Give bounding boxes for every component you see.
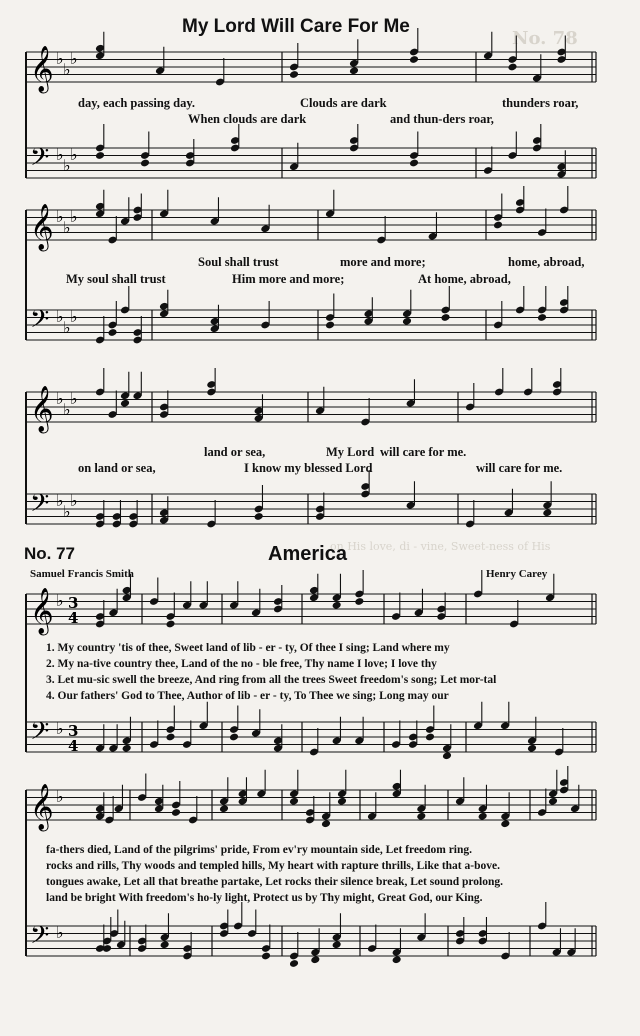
treble-clef: 𝄞 xyxy=(30,204,54,250)
note-head xyxy=(229,733,239,742)
note-head xyxy=(402,317,412,326)
bass-clef: 𝄢 xyxy=(30,305,50,340)
treble-clef: 𝄞 xyxy=(30,784,54,830)
note-head xyxy=(416,812,426,821)
flat-sign: ♭ xyxy=(63,218,71,237)
lyric-line: and thun-ders roar, xyxy=(390,112,494,126)
lyric-line: land or sea, xyxy=(204,445,266,459)
verse-line: 1. My country 'tis of thee, Sweet land of lib - er - ty, Of thee I sing; Land where my xyxy=(46,642,450,654)
note-head xyxy=(507,63,517,72)
treble-clef: 𝄞 xyxy=(30,386,54,432)
flat-sign: ♭ xyxy=(70,206,78,226)
note-head xyxy=(160,940,170,949)
flat-sign: ♭ xyxy=(56,490,64,510)
bass-clef: 𝄢 xyxy=(30,143,50,178)
note-head xyxy=(219,804,229,813)
verse-line: 2. My na-tive country thee, Land of the no - ble free, Thy name I love; I love thy xyxy=(46,658,437,670)
note-head xyxy=(95,151,105,160)
lyric-line: will care for me. xyxy=(380,445,467,459)
lyric-line: more and more; xyxy=(340,255,426,269)
time-signature: 4 xyxy=(68,737,79,755)
flat-sign: ♭ xyxy=(70,306,78,326)
flat-sign: ♭ xyxy=(70,388,78,408)
note-head xyxy=(337,797,347,806)
time-signature: 3 xyxy=(68,722,79,740)
note-head xyxy=(289,797,299,806)
flat-sign: ♭ xyxy=(56,388,64,408)
bass-clef: 𝄢 xyxy=(30,489,50,524)
lyric-line: At home, abroad, xyxy=(418,272,511,286)
lyric-line: Clouds are dark xyxy=(300,96,387,110)
note-head xyxy=(478,812,488,821)
verse-line: tongues awake, Let all that breathe partake, Let rocks their silence break, Let sound prolong. xyxy=(46,876,504,888)
lyric-line: I know my blessed Lord xyxy=(244,461,373,475)
flat-sign: ♭ xyxy=(70,144,78,164)
treble-clef: 𝄞 xyxy=(30,46,54,92)
hymn-title: America xyxy=(268,543,347,565)
note-head xyxy=(310,955,320,964)
note-head xyxy=(140,159,150,168)
verse-line: land be bright With freedom's ho-ly light, Protect us by Thy might, Great God, our King. xyxy=(46,892,483,904)
flat-sign: ♭ xyxy=(63,400,71,419)
note-head xyxy=(409,159,419,168)
lyric-line: home, abroad, xyxy=(508,255,585,269)
flat-sign: ♭ xyxy=(56,306,64,326)
note-head xyxy=(171,808,181,817)
bleed-through-lyric: on His love, di - vine, Sweet-ness of His xyxy=(330,540,551,553)
note-head xyxy=(548,797,558,806)
verse-line: fa-thers died, Land of the pilgrims' pride, From ev'ry mountain side, Let freedom ring. xyxy=(46,844,473,856)
verse-line: 3. Let mu-sic swell the breeze, And ring from all the trees Sweet freedom's song; Let mor-tal xyxy=(46,674,497,686)
verse-line: 4. Our fathers' God to Thee, Author of lib - er - ty, To Thee we sing; Long may our xyxy=(46,690,449,702)
flat-sign: ♭ xyxy=(63,318,71,337)
note-head xyxy=(440,313,450,322)
lyric-line: My Lord xyxy=(326,445,375,459)
note-head xyxy=(165,733,175,742)
flat-sign: ♭ xyxy=(70,490,78,510)
note-head xyxy=(500,819,510,828)
note-head xyxy=(442,751,452,760)
note-head xyxy=(542,508,552,517)
note-head xyxy=(409,55,419,64)
hymn-number: No. 77 xyxy=(24,544,76,563)
author-credit: Samuel Francis Smith xyxy=(30,568,134,580)
treble-clef: 𝄞 xyxy=(30,588,54,634)
note-head xyxy=(321,819,331,828)
flat-sign: ♭ xyxy=(63,156,71,175)
lyric-line: Him more and more; xyxy=(232,272,345,286)
lyric-line: When clouds are dark xyxy=(188,112,307,126)
time-signature: 4 xyxy=(68,609,79,627)
time-signature: 3 xyxy=(68,594,79,612)
note-head xyxy=(392,955,402,964)
bass-clef: 𝄢 xyxy=(30,717,50,752)
lyric-line: thunders roar, xyxy=(502,96,579,110)
note-head xyxy=(289,70,299,79)
flat-sign: ♭ xyxy=(70,48,78,68)
note-head xyxy=(165,620,175,629)
note-head xyxy=(254,512,264,521)
flat-sign: ♭ xyxy=(56,590,64,610)
note-head xyxy=(425,733,435,742)
flat-sign: ♭ xyxy=(56,48,64,68)
note-head xyxy=(527,744,537,753)
bleed-through-number: No. 78 xyxy=(512,28,578,49)
flat-sign: ♭ xyxy=(56,206,64,226)
flat-sign: ♭ xyxy=(56,922,64,942)
lyric-line: My soul shall trust xyxy=(66,272,166,286)
lyric-line: will care for me. xyxy=(476,461,563,475)
note-head xyxy=(349,66,359,75)
lyric-line: day, each passing day. xyxy=(78,96,196,110)
hymn-title: My Lord Will Care For Me xyxy=(182,16,410,37)
lyric-line: on land or sea, xyxy=(78,461,156,475)
note-head xyxy=(122,744,132,753)
note-head xyxy=(120,399,130,408)
flat-sign: ♭ xyxy=(56,718,64,738)
bass-clef: 𝄢 xyxy=(30,921,50,956)
flat-sign: ♭ xyxy=(56,786,64,806)
note-head xyxy=(325,321,335,330)
flat-sign: ♭ xyxy=(56,144,64,164)
composer-credit: Henry Carey xyxy=(486,568,548,580)
note-head xyxy=(493,221,503,230)
note-head xyxy=(107,328,117,337)
note-head xyxy=(332,601,342,610)
note-head xyxy=(537,313,547,322)
note-head xyxy=(289,959,299,968)
lyric-line: Soul shall trust xyxy=(198,255,279,269)
flat-sign: ♭ xyxy=(63,60,71,79)
note-head xyxy=(354,597,364,606)
verse-line: rocks and rills, Thy woods and templed hills, My heart with rapture thrills, Like that a-bove. xyxy=(46,860,500,872)
note-head xyxy=(332,940,342,949)
note-head xyxy=(261,952,271,961)
flat-sign: ♭ xyxy=(63,502,71,521)
